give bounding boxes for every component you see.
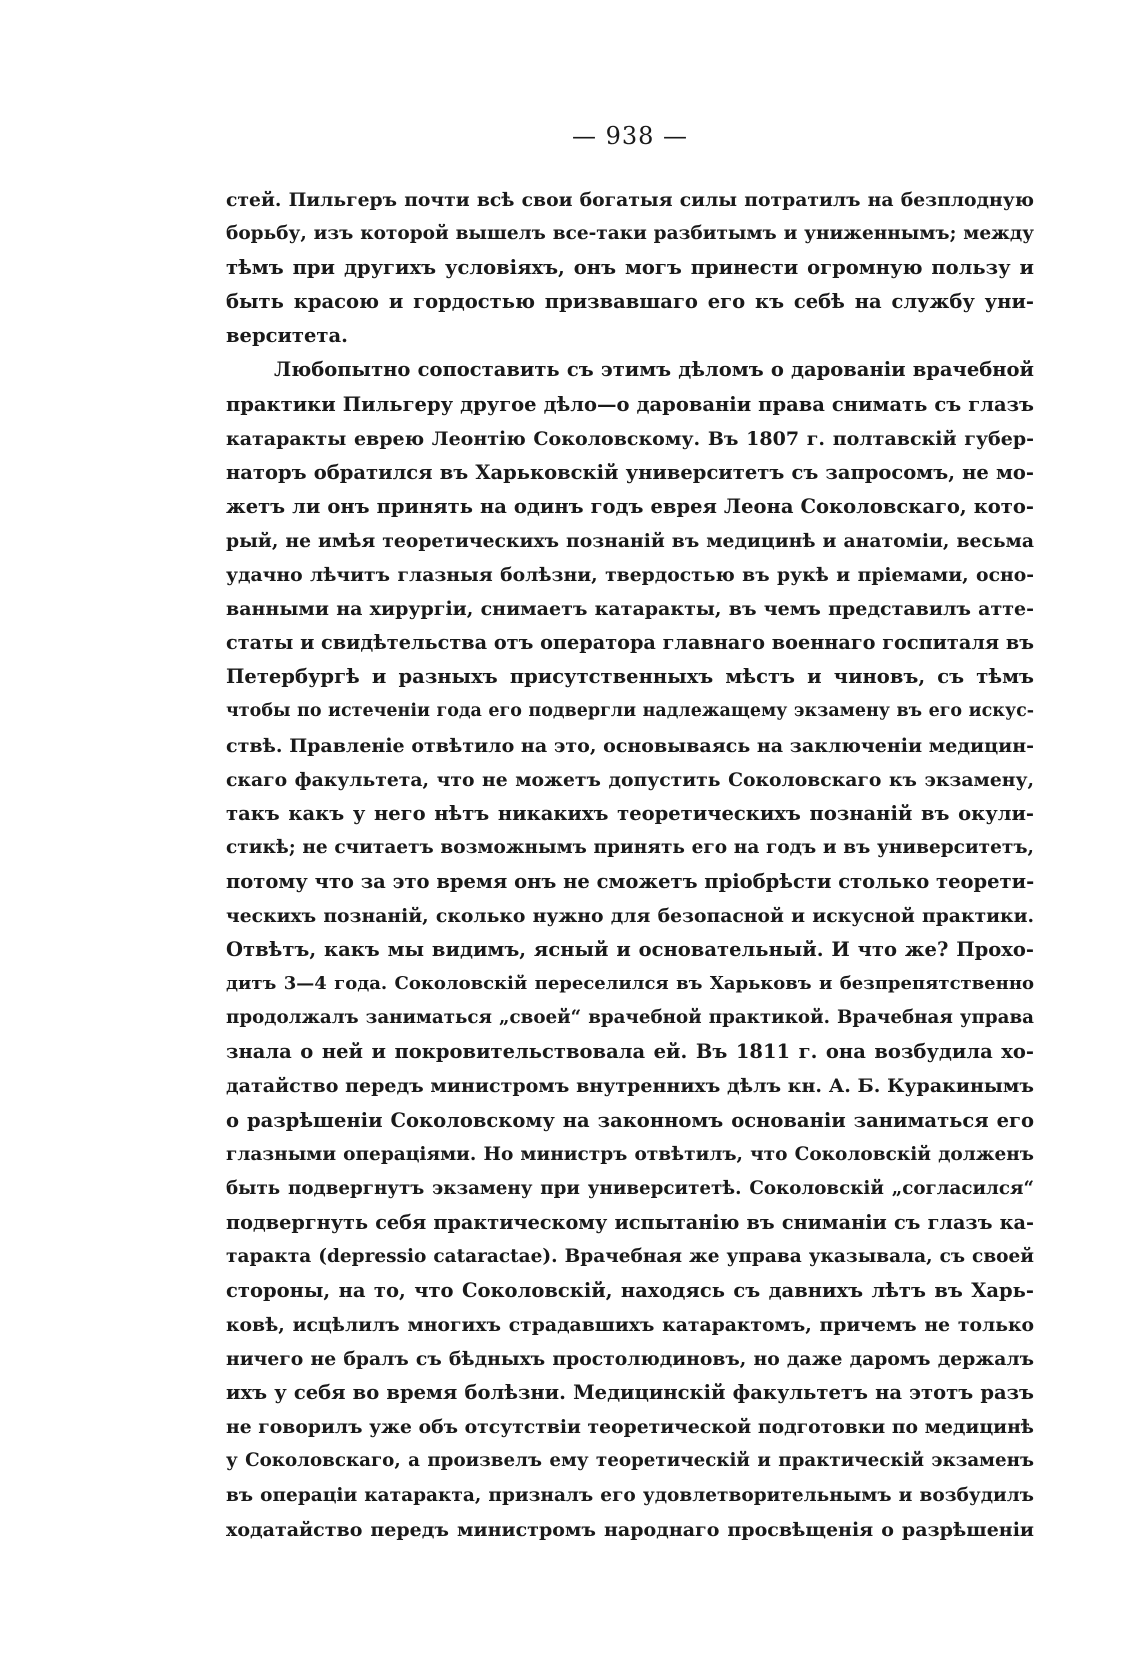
text-line: ковѣ, исцѣлилъ многихъ страдавшихъ катарактомъ, причемъ не только [226,1314,1034,1337]
text-line: у Соколовскаго, а произвелъ ему теоретическій и практическій экзаменъ [226,1450,1034,1472]
text-line: тѣмъ при другихъ условіяхъ, онъ могъ принести огромную пользу и [226,256,1034,280]
text-line: наторъ обратился въ Харьковскій университетъ съ запросомъ, не мо- [226,460,1034,484]
text-line: такъ какъ у него нѣтъ никакихъ теоретическихъ познаній въ окули- [226,801,1034,825]
text-line: статы и свидѣтельства отъ оператора главнаго военнаго госпиталя въ [226,631,1034,655]
text-line: ческихъ познаній, сколько нужно для безопасной и искусной практики. [226,904,1034,927]
text-line: таракта (depressio cataractae). Врачебная же управа указывала, съ своей [226,1245,1034,1267]
text-line: Отвѣтъ, какъ мы видимъ, ясный и основательный. И что же? Прохо- [226,938,1034,962]
text-line: подвергнуть себя практическому испытанію въ сниманіи съ глазъ ка- [226,1210,1034,1234]
body-text [226,183,1034,1547]
text-line: ихъ у себя во время болѣзни. Медицинскій факультетъ на этотъ разъ [226,1381,1034,1405]
text-line: потому что за это время онъ не сможетъ пріобрѣсти столько теорети- [226,869,1034,893]
text-line: удачно лѣчитъ глазныя болѣзни, твердостью въ рукѣ и пріемами, осно- [226,564,1034,587]
text-line: продолжалъ заниматься „своей“ врачебной практикой. Врачебная управа [226,1007,1034,1029]
text-line: скаго факультета, что не можетъ допустить Соколовскаго къ экзамену, [226,768,1034,791]
text-line: о разрѣшеніи Соколовскому на законномъ основаніи заниматься его [226,1108,1034,1132]
text-line: не говорилъ уже объ отсутствіи теоретической подготовки по медицинѣ [226,1416,1034,1439]
text-line: борьбу, изъ которой вышелъ все-таки разбитымъ и униженнымъ; между [226,223,1034,245]
text-line: ствѣ. Правленіе отвѣтило на это, основываясь на заключеніи медицин- [226,734,1034,757]
text-line: дитъ 3—4 года. Соколовскій переселился въ Харьковъ и безпрепятственно [226,973,1034,995]
text-line: Петербургѣ и разныхъ присутственныхъ мѣстъ и чиновъ, съ тѣмъ [226,665,1034,689]
text-line: чтобы по истеченіи года его подвергли надлежащему экзамену въ его искус- [226,701,1034,722]
text-line: Любопытно сопоставить съ этимъ дѣломъ о дарованіи врачебной [274,358,1034,382]
text-line: стороны, на то, что Соколовскій, находясь съ давнихъ лѣтъ въ Харь- [226,1279,1034,1302]
text-line: практики Пильгеру другое дѣло—о дарованіи права снимать съ глазъ [226,392,1034,416]
text-line: въ операціи катаракта, призналъ его удовлетворительнымъ и возбудилъ [226,1484,1034,1506]
text-line: ванными на хирургіи, снимаетъ катаракты, въ чемъ представилъ атте- [226,598,1034,621]
text-line: жетъ ли онъ принять на одинъ годъ еврея Леона Соколовскаго, кото- [226,494,1034,518]
text-line: глазными операціями. Но министръ отвѣтилъ, что Соколовскій долженъ [226,1143,1034,1165]
text-line: датайство передъ министромъ внутреннихъ дѣлъ кн. А. Б. Куракинымъ [226,1075,1034,1098]
text-line: стикѣ; не считаетъ возможнымъ принять его на годъ и въ университетъ, [226,836,1034,858]
text-line: знала о ней и покровительствовала ей. Въ 1811 г. она возбудила хо- [226,1040,1034,1064]
text-line: быть подвергнутъ экзамену при университетѣ. Соколовскій „согласился“ [226,1177,1034,1199]
text-line: рый, не имѣя теоретическихъ познаній въ медицинѣ и анатоміи, весьма [226,529,1034,552]
text-line: ходатайство передъ министромъ народнаго просвѣщенія о разрѣшеніи [226,1518,1034,1541]
text-line: катаракты еврею Леонтію Соколовскому. Въ 1807 г. полтавскій губер- [226,427,1034,450]
text-line: стей. Пильгеръ почти всѣ свои богатыя силы потратилъ на безплодную [226,189,1034,211]
text-line: верситета. [226,324,348,348]
text-line: быть красою и гордостью призвавшаго его къ себѣ на службу уни- [226,290,1034,314]
page-number: — 938 — [571,122,689,150]
text-line: ничего не бралъ съ бѣдныхъ простолюдиновъ, но даже даромъ держалъ [226,1348,1034,1371]
